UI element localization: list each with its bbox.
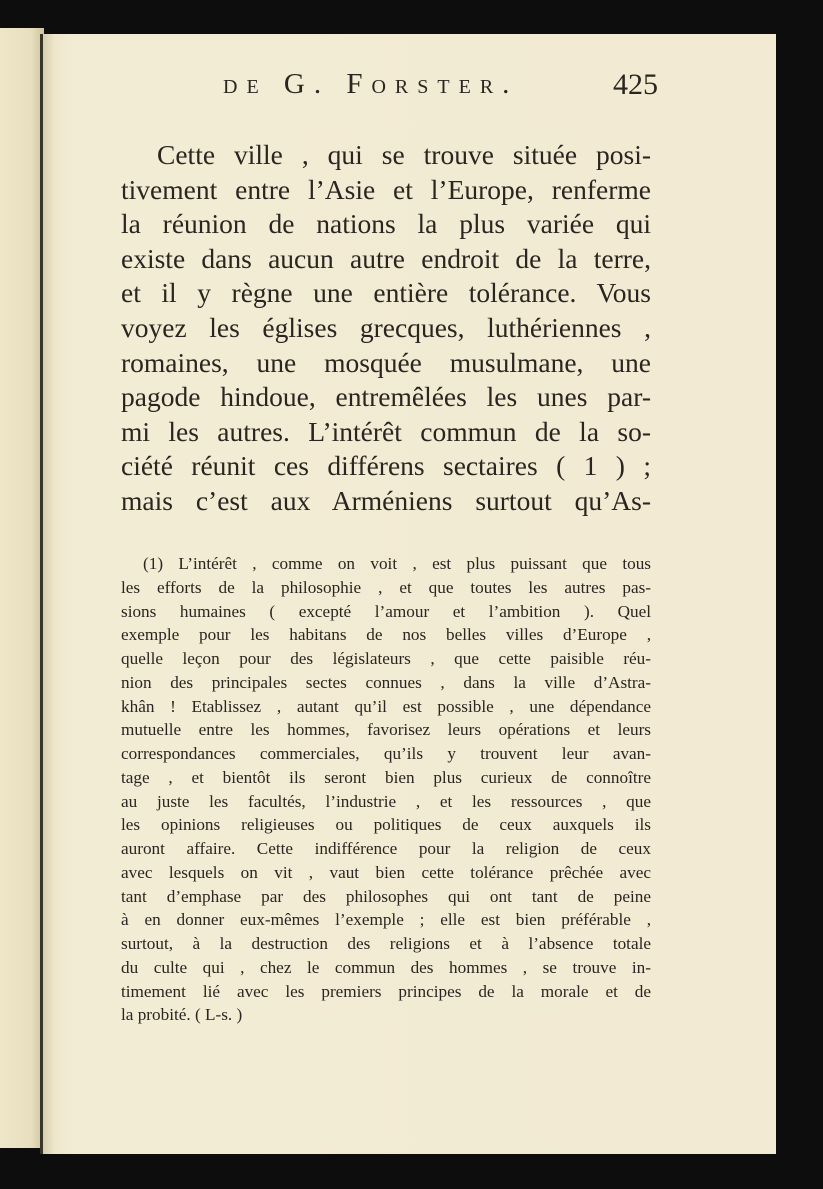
body-line: voyez les églises grecques, luthériennes , (121, 311, 651, 343)
previous-page-edge (0, 28, 44, 1148)
body-line: la réunion de nations la plus variée qui (121, 208, 651, 240)
footnote-line: khân ! Etablissez , autant qu’il est possible , une dépendance (121, 696, 651, 716)
body-line: mi les autres. L’intérêt commun de la so- (121, 415, 651, 447)
footnote-line: tant d’emphase par des philosophes qui ont tant de peine (121, 886, 651, 906)
running-head (43, 68, 776, 108)
footnote-line: quelle leçon pour des législateurs , que cette paisible réu- (121, 649, 651, 668)
footnote-line: sions humaines ( excepté l’amour et l’ambition ). Quel (121, 601, 651, 621)
footnote (121, 552, 651, 1027)
body-text (121, 138, 651, 519)
footnote-line: avec lesquels on vit , vaut bien cette tolérance prêchée avec (121, 862, 651, 882)
body-line: et il y règne une entière tolérance. Vous (121, 277, 651, 309)
body-line: Cette ville , qui se trouve située posi- (157, 139, 651, 170)
footnote-line: mutuelle entre les hommes, favorisez leurs opérations et leurs (121, 720, 651, 740)
body-line: tivement entre l’Asie et l’Europe, renferme (121, 173, 651, 205)
body-line: ciété réunit ces différens sectaires ( 1 ) ; (121, 450, 651, 482)
footnote-line: (1) L’intérêt , comme on voit , est plus puissant que tous (143, 554, 651, 573)
running-title: de G. Forster. (223, 68, 519, 100)
body-line: romaines, une mosquée musulmane, une (121, 346, 651, 378)
footnote-line: surtout, à la destruction des religions et à l’absence totale (121, 934, 651, 953)
footnote-line: les opinions religieuses ou politiques de ceux auxquels ils (121, 815, 651, 835)
footnote-line: au juste les facultés, l’industrie , et les ressources , que (121, 791, 651, 811)
footnote-line: tage , et bientôt ils seront bien plus curieux de connoître (121, 767, 651, 787)
footnote-line: exemple pour les habitans de nos belles villes d’Europe , (121, 625, 651, 645)
footnote-line: la probité. ( L-s. ) (121, 1005, 243, 1025)
body-line: existe dans aucun autre endroit de la terre, (121, 242, 651, 274)
footnote-line: du culte qui , chez le commun des hommes , se trouve in- (121, 957, 651, 977)
footnote-line: nion des principales sectes connues , dans la ville d’Astra- (121, 672, 651, 692)
footnote-line: correspondances commerciales, qu’ils y trouvent leur avan- (121, 744, 651, 763)
body-line: mais c’est aux Arméniens surtout qu’As- (121, 484, 651, 516)
footnote-line: timement lié avec les premiers principes de la morale et de (121, 981, 651, 1001)
footnote-line: les efforts de la philosophie , et que toutes les autres pas- (121, 577, 651, 597)
footnote-line: à en donner eux-mêmes l’exemple ; elle est bien préférable , (121, 910, 651, 930)
footnote-line: auront affaire. Cette indifférence pour la religion de ceux (121, 839, 651, 858)
body-line: pagode hindoue, entremêlées les unes par- (121, 381, 651, 413)
book-page (40, 34, 776, 1154)
page-number: 425 (613, 68, 658, 101)
